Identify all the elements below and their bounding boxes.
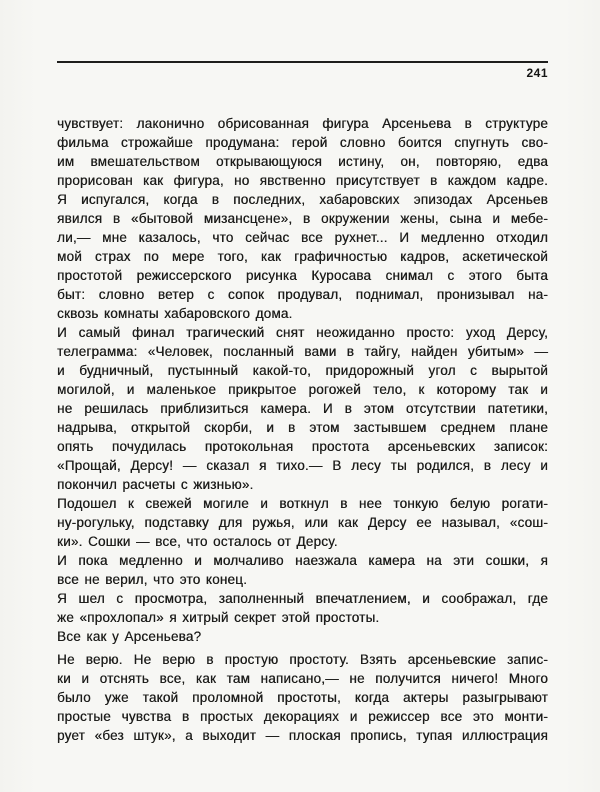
text-line: «Прощай, Дерсу! — сказал я тихо.— В лесу ты родился, в лесу и — [57, 458, 548, 473]
text-line: было уже такой проломной простоты, когда актеры разыгрывают — [57, 690, 548, 705]
text-line: Все как у Арсеньева? — [57, 629, 202, 644]
text-line: могилой, и маленькое прикрытое рогожей тело, к которому так и — [57, 382, 548, 397]
text-line: Я шел с просмотра, заполненный впечатлением, и соображал, где — [57, 591, 548, 606]
paragraph — [57, 627, 548, 646]
text-line: и будничный, пустынный какой-то, придорожный угол с вырытой — [57, 363, 548, 378]
text-line: телеграмма: «Человек, посланный вами в тайгу, найден убитым» — — [57, 344, 548, 359]
text-line: фильма строжайше продумана: герой словно боится спугнуть сво- — [57, 135, 548, 150]
body-text — [57, 114, 548, 745]
text-line: И самый финал трагический снят неожиданно просто: уход Дерсу, — [57, 325, 548, 340]
text-line: прорисован как фигура, но явственно присутствует в каждом кадре. — [57, 173, 548, 188]
text-line: ну-рогульку, подставку для ружья, или как Дерсу ее называл, «сош- — [57, 515, 548, 530]
text-line: быт: словно ветер с сопок продувал, поднимал, пронизывал на- — [57, 287, 548, 302]
text-line: ки и отснять все, как там написано,— не получится ничего! Много — [57, 671, 548, 686]
text-line: Я испугался, когда в последних, хабаровских эпизодах Арсеньев — [57, 192, 548, 207]
text-line: ли,— мне казалось, что сейчас все рухнет... И медленно отходил — [57, 230, 548, 245]
paragraph — [57, 323, 548, 494]
text-line: Не верю. Не верю в простую простоту. Взять арсеньевские запис- — [57, 652, 548, 667]
paragraph — [57, 650, 548, 745]
paragraph — [57, 494, 548, 551]
paragraph — [57, 589, 548, 627]
header-rule — [57, 61, 548, 63]
text-line: им вмешательством открывающуюся истину, он, повторяю, едва — [57, 154, 548, 169]
text-line: опять почудилась протокольная простота арсеньевских записок: — [57, 439, 548, 454]
text-line: простотой режиссерского рисунка Куросава снимал с этого быта — [57, 268, 548, 283]
text-line: все не верил, что это конец. — [57, 572, 248, 587]
text-line: надрыва, открытой скорби, и в этом застывшем среднем плане — [57, 420, 548, 435]
paragraph — [57, 551, 548, 589]
text-line: явился в «бытовой мизансцене», в окружении жены, сына и мебе- — [57, 211, 548, 226]
text-line: Подошел к свежей могиле и воткнул в нее тонкую белую рогати- — [57, 496, 548, 511]
text-line: мой страх по мере того, как графичностью кадров, аскетической — [57, 249, 548, 264]
text-line: же «прохлопал» я хитрый секрет этой простоты. — [57, 610, 380, 625]
text-line: И пока медленно и молчаливо наезжала камера на эти сошки, я — [57, 553, 548, 568]
text-line: не решилась приблизиться камера. И в этом отсутствии патетики, — [57, 401, 548, 416]
text-line: простые чувства в простых декорациях и режиссер все это монти- — [57, 709, 548, 724]
text-line: рует «без штук», а выходит — плоская пропись, тупая иллюстрация — [57, 728, 548, 743]
text-line: ки». Сошки — все, что осталось от Дерсу. — [57, 534, 338, 549]
text-line: чувствует: лаконично обрисованная фигура Арсеньева в структуре — [57, 116, 548, 131]
text-line: сквозь комнаты хабаровского дома. — [57, 306, 293, 321]
paragraph — [57, 114, 548, 323]
text-line: покончил расчеты с жизнью». — [57, 477, 254, 492]
page-number: 241 — [526, 66, 548, 80]
